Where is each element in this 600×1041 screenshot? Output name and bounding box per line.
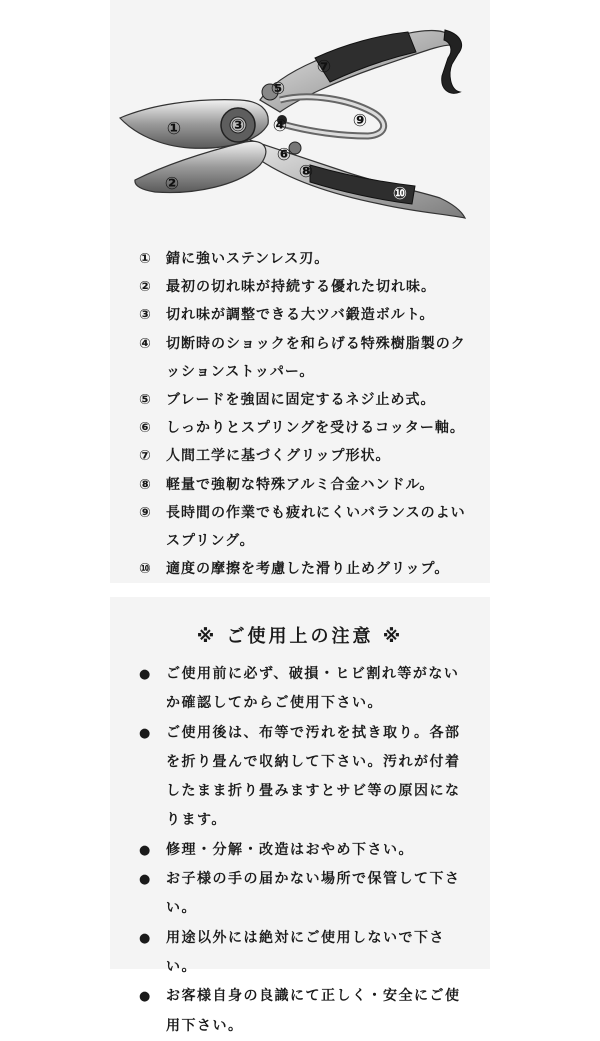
feature-item xyxy=(139,245,479,273)
feature-item xyxy=(139,442,479,470)
bullet-icon: ● xyxy=(139,725,152,741)
feature-item xyxy=(139,414,479,442)
feature-text: しっかりとスプリングを受けるコッター軸。 xyxy=(166,420,465,437)
callout-6: ⑥ xyxy=(276,145,292,165)
callout-7: ⑦ xyxy=(316,57,332,77)
callout-1: ① xyxy=(166,119,182,139)
caution-item xyxy=(139,982,469,1041)
caution-text: お客様自身の良識にて正しく・安全にご使用下さい。 xyxy=(166,988,461,1034)
feature-text: 長時間の作業でも疲れにくいバランスのよいスプリング。 xyxy=(166,504,466,550)
feature-item xyxy=(139,499,479,555)
caution-text: 用途以外には絶対にご使用しないで下さい。 xyxy=(166,929,445,975)
feature-number: ⑤ xyxy=(139,392,152,409)
feature-text: 切れ味が調整できる大ツバ鍛造ボルト。 xyxy=(166,307,435,324)
feature-item xyxy=(139,555,479,583)
feature-text: 最初の切れ味が持続する優れた切れ味。 xyxy=(166,279,436,296)
caution-text: 修理・分解・改造はおやめ下さい。 xyxy=(166,841,414,858)
feature-number: ③ xyxy=(139,307,152,324)
callout-10: ⑩ xyxy=(392,184,408,204)
feature-text: 切断時のショックを和らげる特殊樹脂製のクッションストッパー。 xyxy=(166,335,466,380)
feature-item xyxy=(139,386,479,414)
bullet-icon: ● xyxy=(139,872,152,888)
callout-9: ⑨ xyxy=(352,111,368,131)
callout-2: ② xyxy=(164,174,180,194)
caution-item xyxy=(139,865,469,924)
callout-5: ⑤ xyxy=(270,79,286,99)
caution-item xyxy=(139,924,469,983)
feature-number: ④ xyxy=(139,335,152,352)
caution-text: ご使用前に必ず、破損・ヒビ割れ等がないか確認してからご使用下さい。 xyxy=(166,666,460,712)
callout-3: ③ xyxy=(230,116,246,136)
caution-text: ご使用後は、布等で汚れを拭き取り。各部を折り畳んで収納して下さい。汚れが付着したまま折り畳みますとサビ等の原因になります。 xyxy=(166,724,461,829)
feature-item xyxy=(139,273,479,301)
feature-item xyxy=(139,301,479,329)
feature-text: 適度の摩擦を考慮した滑り止めグリップ。 xyxy=(166,561,450,578)
feature-text: 錆に強いステンレス刃。 xyxy=(166,251,330,267)
feature-text: 軽量で強靭な特殊アルミ合金ハンドル。 xyxy=(166,476,435,493)
bullet-icon: ● xyxy=(139,930,152,946)
feature-number: ① xyxy=(139,251,152,267)
feature-number: ⑥ xyxy=(139,420,152,437)
bullet-icon: ● xyxy=(139,842,152,858)
caution-text: お子様の手の届かない場所で保管して下さい。 xyxy=(166,871,461,917)
feature-number: ⑩ xyxy=(139,561,152,578)
caution-list xyxy=(139,660,469,1041)
feature-item xyxy=(139,330,479,386)
feature-number: ⑧ xyxy=(139,476,152,493)
caution-item xyxy=(139,836,469,865)
feature-text: 人間工学に基づくグリップ形状。 xyxy=(166,448,391,465)
feature-list xyxy=(139,245,479,583)
cautions-title: ※ ご使用上の注意 ※ xyxy=(196,626,404,647)
feature-number: ⑦ xyxy=(139,448,152,465)
pruning-shears-illustration xyxy=(110,0,490,240)
callout-8: ⑧ xyxy=(298,162,314,182)
caution-item xyxy=(139,660,469,719)
callout-4: ④ xyxy=(272,116,288,136)
caution-item xyxy=(139,719,469,836)
feature-text: ブレードを強固に固定するネジ止め式。 xyxy=(166,392,436,409)
feature-number: ⑨ xyxy=(139,504,152,521)
feature-number: ② xyxy=(139,279,152,296)
feature-item xyxy=(139,471,479,499)
bullet-icon: ● xyxy=(139,989,152,1005)
bullet-icon: ● xyxy=(139,667,152,682)
